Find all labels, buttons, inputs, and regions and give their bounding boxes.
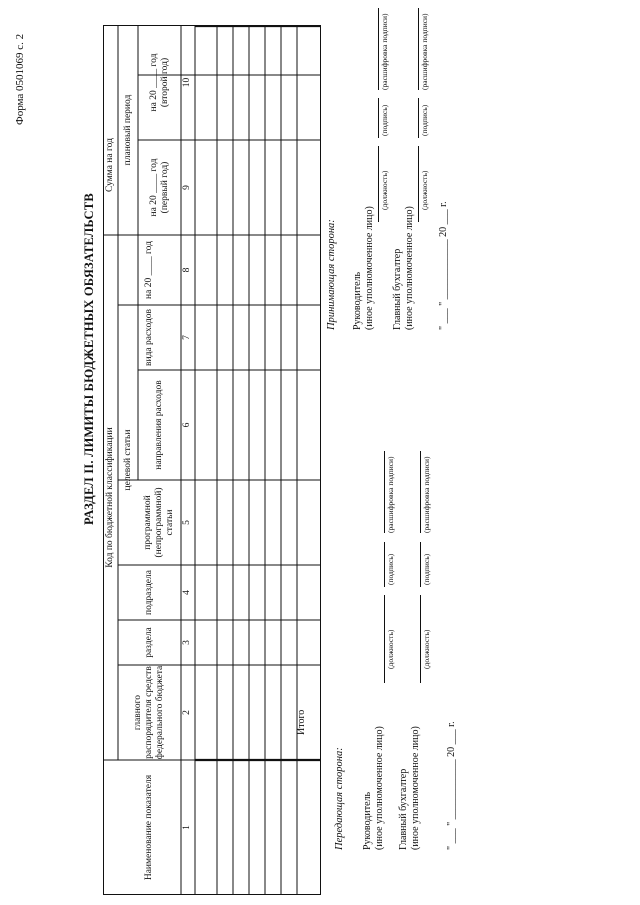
transfer-accountant-sub: (иное уполномоченное лицо) [410,726,421,850]
transfer-accountant-decoding-caption: (расшифровка подписи) [422,456,431,533]
receive-accountant-position-line [418,146,419,222]
receive-accountant-decoding-line [418,8,419,90]
transfer-head-position-line [384,595,385,683]
receive-head-decoding-line [378,8,379,90]
receive-accountant-decoding-caption: (расшифровка подписи) [420,13,429,90]
col-number-6: 6 [182,422,192,428]
transfer-accountant-label: Главный бухгалтер [398,768,409,850]
transfer-head-signature-line [384,542,385,587]
header-program: программной (непрограммной) статьи [143,487,175,558]
col-number-2: 2 [182,710,192,715]
section-title: РАЗДЕЛ II. ЛИМИТЫ БЮДЖЕТНЫХ ОБЯЗАТЕЛЬСТВ [82,193,96,525]
header-first-year [138,140,181,235]
transferring-party-label: Передающая сторона: [334,747,345,850]
receive-accountant-signature-caption: (подпись) [420,104,429,136]
receive-head-position-line [378,146,379,222]
receive-date-line: " ___ " ____________ 20 ___ г. [438,201,449,330]
receive-head-sub: (иное уполномоченное лицо) [364,206,375,330]
second-year-label: на 20 ____ год [148,53,159,112]
col-number-5: 5 [182,520,192,525]
header-indicator-name: Наименование показателя [143,774,154,881]
col-number-3: 3 [182,640,192,645]
header-podrazdel: подраздела [144,570,154,615]
transfer-head-label: Руководитель [362,791,373,850]
transfer-accountant-position-line [420,595,421,683]
transfer-accountant-decoding-line [420,451,421,533]
receive-accountant-signature-line [418,98,419,138]
transfer-head-decoding-line [384,451,385,533]
header-razdel: раздела [144,627,154,658]
col-number-9: 9 [182,185,192,190]
receive-accountant-label: Главный бухгалтер [392,248,403,330]
header-second-year [138,25,181,140]
receive-accountant-sub: (иное уполномоченное лицо) [404,206,415,330]
limits-table [103,25,321,895]
header-vid: вида расходов [144,309,154,366]
receive-head-signature-line [378,98,379,138]
transfer-head-signature-caption: (подпись) [386,553,395,585]
receiving-party-label: Принимающая сторона: [326,219,337,330]
header-direction: направления расходов [154,380,164,470]
transfer-head-sub: (иное уполномоченное лицо) [374,726,385,850]
total-label: Итого [296,709,307,735]
transfer-head-decoding-caption: (расшифровка подписи) [386,456,395,533]
transfer-accountant-signature-line [420,542,421,587]
header-target-group: целевой статьи [122,429,133,491]
header-current-year: на 20 ____ год [144,241,154,299]
transfer-date-line: " ___ " ____________ 20 ___ г. [446,721,457,850]
receive-head-decoding-caption: (расшифровка подписи) [380,13,389,90]
transfer-head-position-caption: (должность) [386,629,395,669]
col-number-1: 1 [182,825,192,830]
first-year-sub: (первый год) [159,161,170,214]
col-number-4: 4 [182,590,192,595]
second-year-sub: (второй год) [159,57,170,108]
col-number-7: 7 [182,335,192,340]
header-plan-group: плановый период [122,94,133,166]
receive-head-signature-caption: (подпись) [380,104,389,136]
transfer-accountant-position-caption: (должность) [422,629,431,669]
col-number-10: 10 [182,77,192,88]
header-code-group: Код по бюджетной классификации [105,427,115,568]
receive-head-position-caption: (должность) [380,170,389,210]
transfer-accountant-signature-caption: (подпись) [422,553,431,585]
header-grbs: главного распорядителя средств федерального бюджета [133,665,165,760]
col-number-8: 8 [182,267,192,273]
first-year-label: на 20 ____ год [148,158,159,217]
receive-accountant-position-caption: (должность) [420,170,429,210]
form-number: Форма 0501069 с. 2 [14,33,26,125]
receive-head-label: Руководитель [352,271,363,330]
header-sum-group: Сумма на год [105,138,115,192]
